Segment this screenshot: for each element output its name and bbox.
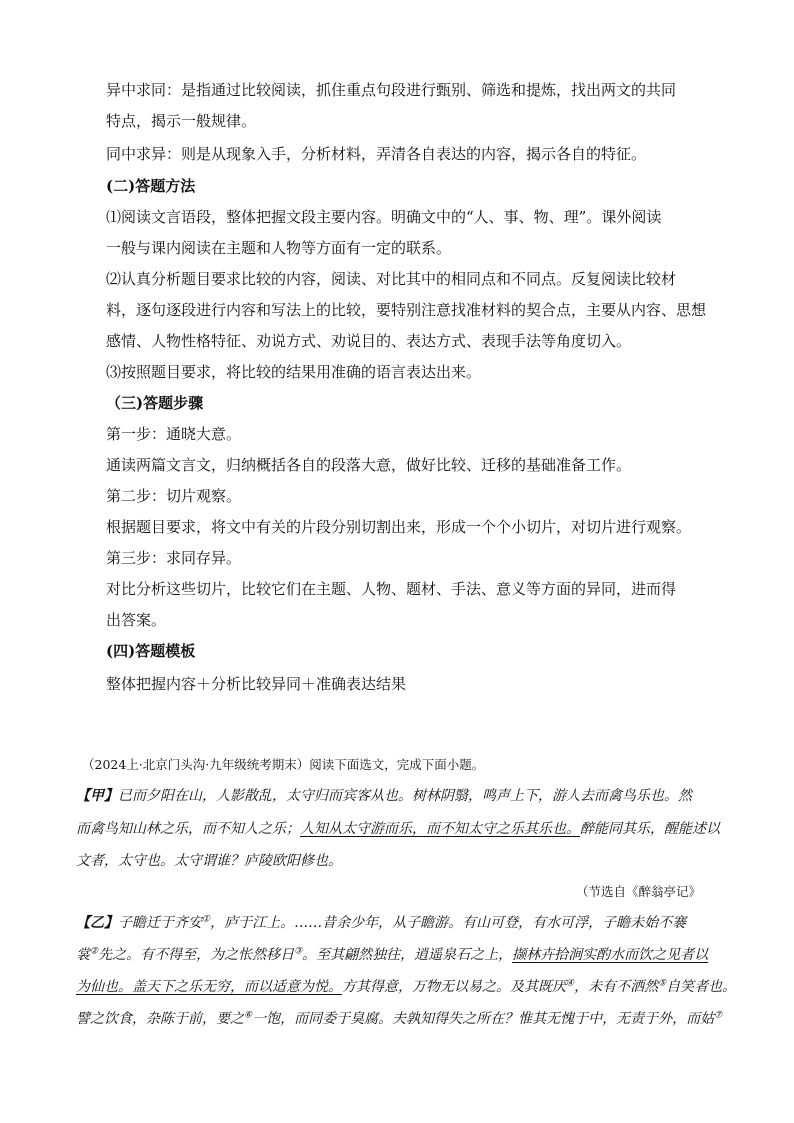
passage-yi-line-1: 【乙】子瞻迁于齐安①，庐于江上。……昔余少年，从子瞻游。有山可登，有水可浮，子瞻未始不褰 [76, 914, 687, 931]
step-3-desc-line-2: 出答案。 [106, 611, 167, 629]
question-intro: （2024上·北京门头沟·九年级统考期末）阅读下面选文，完成下面小题。 [82, 757, 485, 772]
section-2-item-2-line-1: ⑵认真分析题目要求比较的内容，阅读、对比其中的相同点和不同点。反复阅读比较材 [106, 270, 677, 288]
passage-yi-line-4: 譬之饮食，杂陈于前，要之⑥一饱，而同委于臭腐。夫孰知得失之所在？惟其无愧于中，无责于外，而姑⑦ [76, 1010, 723, 1027]
passage-yi-line-3: 为仙也。盖天下之乐无穷，而以适意为悦。方其得意，万物无以易之。及其既厌④，未有不洒然⑤自笑者也。 [76, 978, 737, 995]
answer-template: 整体把握内容＋分析比较异同＋准确表达结果 [106, 675, 407, 693]
passage-jia-line-2: 而禽鸟知山林之乐，而不知人之乐；人知从太守游而乐，而不知太守之乐其乐也。醉能同其乐，醒能述以 [76, 821, 720, 837]
section-2-item-2-line-2: 料，逐句逐段进行内容和写法上的比较，要特别注意找准材料的契合点，主要从内容、思想 [106, 301, 707, 319]
note-7: ⑦ [714, 1010, 723, 1021]
note-4: ④ [566, 978, 575, 989]
passage-jia-label: 【甲】 [76, 788, 118, 804]
note-3: ③ [294, 946, 303, 957]
section-2-item-3: ⑶按照题目要求，将比较的结果用准确的语言表达出来。 [106, 363, 482, 381]
section-2-item-1-line-2: 一般与课内阅读在主题和人物等方面有一定的联系。 [106, 239, 452, 257]
method-para-1-line-2: 特点，揭示一般规律。 [106, 112, 257, 130]
note-2: ② [90, 946, 99, 957]
passage-yi-label: 【乙】 [76, 915, 118, 931]
underlined-sentence-yi-2: 为仙也。盖天下之乐无穷，而以适意为悦。 [76, 979, 342, 995]
step-3-desc-line-1: 对比分析这些切片，比较它们在主题、人物、题材、手法、意义等方面的异同，进而得 [106, 580, 677, 598]
passage-jia-line-3: 文者，太守也。太守谓谁？庐陵欧阳修也。 [76, 853, 342, 869]
step-2-title: 第二步：切片观察。 [106, 487, 242, 505]
passage-yi-line-2: 裳②先之。有不得至，为之怅然移日③。至其翩然独往，逍遥泉石之上，撷林卉拾涧实酌水而饮之见者以 [76, 946, 709, 963]
note-5: ⑤ [658, 978, 667, 989]
method-para-1-line-1: 异中求同：是指通过比较阅读，抓住重点句段进行甄别、筛选和提炼，找出两文的共同 [106, 81, 677, 99]
section-4-heading: (四)答题模板 [106, 642, 196, 660]
passage-jia-line-1: 【甲】已而夕阳在山，人影散乱，太守归而宾客从也。树林阴翳，鸣声上下，游人去而禽鸟乐也。然 [76, 788, 692, 804]
step-1-title: 第一步：通晓大意。 [106, 425, 242, 443]
step-1-desc: 通读两篇文言文，归纳概括各自的段落大意，做好比较、迁移的基础准备工作。 [106, 456, 632, 474]
underlined-sentence-jia: 人知从太守游而乐，而不知太守之乐其乐也。 [300, 821, 580, 837]
section-2-heading: (二)答题方法 [106, 177, 196, 195]
section-2-item-1-line-1: ⑴阅读文言语段，整体把握文段主要内容。明确文中的“人、事、物、理”。课外阅读 [106, 208, 662, 226]
note-6: ⑥ [244, 1010, 253, 1021]
step-3-title: 第三步：求同存异。 [106, 549, 242, 567]
passage-jia-source: （节选自《醉翁亭记》 [576, 884, 702, 899]
section-3-heading: （三)答题步骤 [106, 394, 204, 412]
step-2-desc: 根据题目要求，将文中有关的片段分别切割出来，形成一个个小切片，对切片进行观察。 [106, 518, 692, 536]
underlined-sentence-yi-1: 撷林卉拾涧实酌水而饮之见者以 [512, 947, 709, 963]
note-1: ① [202, 914, 211, 925]
method-para-2: 同中求异：则是从现象入手，分析材料，弄清各自表达的内容，揭示各自的特征。 [106, 145, 647, 163]
section-2-item-2-line-3: 感情、人物性格特征、劝说方式、劝说目的、表达方式、表现手法等角度切入。 [106, 332, 632, 350]
